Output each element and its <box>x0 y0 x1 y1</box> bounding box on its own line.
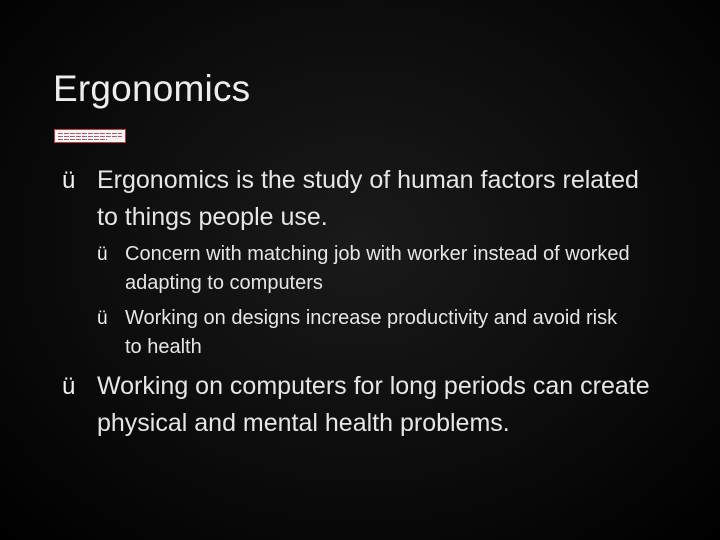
sub-bullet-item <box>97 240 667 298</box>
sub-bullet-text: Concern with matching job with worker instead of worked adapting to computers <box>125 243 630 294</box>
bullet-item <box>62 368 662 442</box>
slide-title: Ergonomics <box>53 68 251 109</box>
checkmark-icon: ü <box>97 308 108 329</box>
sub-bullet-item <box>97 304 627 362</box>
checkmark-icon: ü <box>62 373 76 400</box>
bullet-text: Working on computers for long periods can create physical and mental health problems. <box>97 372 650 437</box>
bullet-item <box>62 162 642 236</box>
checkmark-icon: ü <box>62 167 76 194</box>
sub-bullet-text: Working on designs increase productivity and avoid risk to health <box>125 307 618 358</box>
checkmark-icon: ü <box>97 244 108 265</box>
title-decoration-logo <box>54 129 126 143</box>
bullet-text: Ergonomics is the study of human factors related to things people use. <box>97 166 639 231</box>
